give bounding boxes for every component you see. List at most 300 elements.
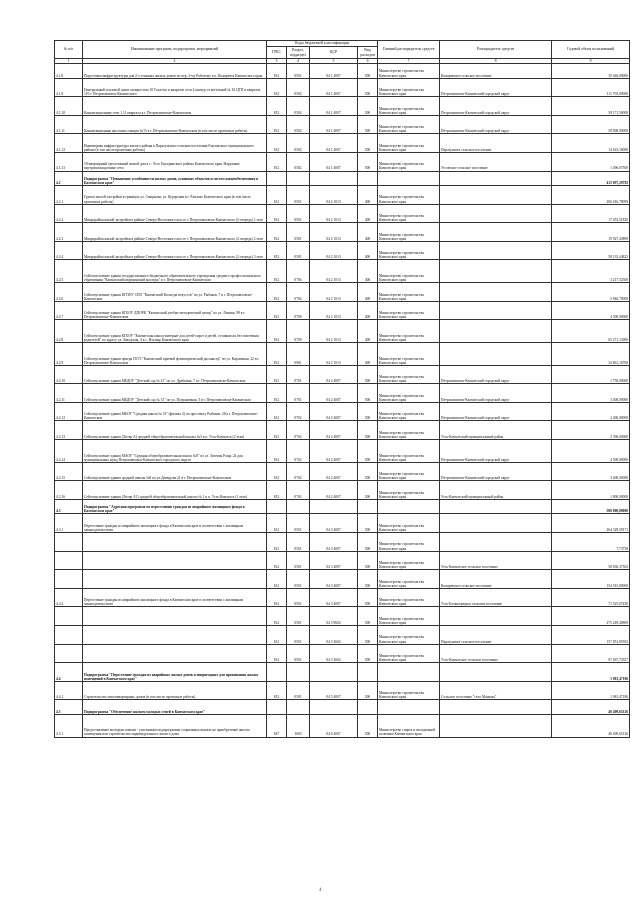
cell-csr: 04 2 4007 — [310, 440, 358, 463]
table-row — [55, 343, 630, 366]
cell-razdel: 0501 — [287, 186, 310, 205]
cell-num — [55, 570, 83, 589]
cell-grbs: 812 — [267, 421, 287, 440]
table-row — [55, 681, 630, 700]
cell-grbs: 812 — [267, 320, 287, 343]
cell-amount: 3 400,00000 — [552, 462, 630, 481]
table-row — [55, 481, 630, 500]
cell-num — [55, 607, 83, 626]
table-row — [55, 462, 630, 481]
cell-name: Сейсмоусиление здания МБДОУ "Детский сад № 31" по ул. Пограничная, 5 в г. Петропавловске-Камчатском — [83, 384, 267, 403]
cell-num: 4.4.1 — [55, 681, 83, 700]
cell-csr: 04 1 4007 — [310, 97, 358, 116]
cell-amount: 14 623,16000 — [552, 134, 630, 153]
cell-csr: 04 1 4007 — [310, 134, 358, 153]
cell-recipient: Министерство строительства Камчатского края — [378, 551, 440, 570]
cell-amount: 1 750,00000 — [552, 365, 630, 384]
cell-vr — [358, 499, 378, 514]
cell-grbs: 812 — [267, 481, 287, 500]
cell-grbs: 812 — [267, 440, 287, 463]
cell-user: Петропавловск-Камчатский городской округ — [440, 384, 552, 403]
cell-name: Сейсмоусиление здания центра ГБУЗ "Камчатский краевой фтизиатрический диспансер" по ул. Кирпичная, 22 в г. Петропавловске-Камчатском — [83, 343, 267, 366]
cell-grbs: 812 — [267, 134, 287, 153]
cell-csr: 04 2 1013 — [310, 343, 358, 366]
cell-amount: 4 500,00000 — [552, 440, 630, 463]
header-vr: Вид расходов — [358, 47, 378, 59]
cell-vr: 500 — [358, 64, 378, 79]
cell-razdel: 0704 — [287, 260, 310, 283]
cell-vr: 500 — [358, 97, 378, 116]
cell-user: Козыревское сельское поселение — [440, 570, 552, 589]
header-code-group: Коды бюджетной классификации — [267, 41, 378, 47]
cell-user — [440, 320, 552, 343]
cell-csr: 04 1 4007 — [310, 152, 358, 171]
cell-razdel: 0501 — [287, 551, 310, 570]
table-row — [55, 64, 630, 79]
cell-amount: 19 927,43899 — [552, 223, 630, 242]
cell-amount: 3 217,52500 — [552, 260, 630, 283]
cell-user: Усть-Камчатское сельское поселение — [440, 551, 552, 570]
cell-recipient: Министерство строительства Камчатского края — [378, 241, 440, 260]
cell-recipient: Министерство строительства Камчатского края — [378, 607, 440, 626]
cell-razdel: 0501 — [287, 241, 310, 260]
cell-amount: 58 636,37363 — [552, 551, 630, 570]
header-razdel: Раздел, подраздел — [287, 47, 310, 59]
cell-grbs: 812 — [267, 301, 287, 320]
cell-num: 4.2.14 — [55, 440, 83, 463]
cell-user: Эссовское сельское поселение — [440, 152, 552, 171]
cell-csr — [310, 171, 358, 186]
cell-razdel — [287, 499, 310, 514]
cell-csr: 04 3 3602 — [310, 644, 358, 663]
cell-recipient — [378, 663, 440, 682]
cell-vr — [358, 663, 378, 682]
table-row — [55, 223, 630, 242]
cell-csr: 04 3 4007 — [310, 533, 358, 552]
cell-user — [440, 241, 552, 260]
cell-num: 4.2.15 — [55, 462, 83, 481]
cell-csr: 04 2 4007 — [310, 402, 358, 421]
cell-user: Усть-Камчатский муниципальный район — [440, 421, 552, 440]
cell-num — [55, 551, 83, 570]
cell-grbs: 812 — [267, 514, 287, 533]
cell-num: 4.2.10 — [55, 365, 83, 384]
cell-vr: 500 — [358, 78, 378, 97]
cell-grbs: 812 — [267, 152, 287, 171]
cell-vr: 500 — [358, 626, 378, 645]
cell-recipient: Министерство строительства Камчатского края — [378, 588, 440, 607]
cell-grbs: 812 — [267, 570, 287, 589]
cell-user — [440, 514, 552, 533]
cell-recipient: Министерство строительства Камчатского края — [378, 223, 440, 242]
cell-name: Предоставление молодым семьям - участникам подпрограммы социальных выплат на приобретение жилого помещения или строительство индивидуального жилого дома — [83, 714, 267, 737]
cell-name — [83, 570, 267, 589]
cell-recipient — [378, 700, 440, 715]
cell-vr: 400 — [358, 204, 378, 223]
header-index: 4 — [287, 59, 310, 64]
cell-vr: 500 — [358, 115, 378, 134]
cell-name: Микрорайон жилой застройки в районе Северо-Восточного шоссе г. Петропавловска-Камчатского (2 очередь) 2 этап — [83, 223, 267, 242]
cell-csr: 04 2 1013 — [310, 260, 358, 283]
cell-name: Микрорайон жилой застройки в районе Северо-Восточного шоссе г. Петропавловска-Камчатского (2 очередь) 1 этап — [83, 204, 267, 223]
cell-razdel: 0701 — [287, 384, 310, 403]
cell-recipient: Министерство строительства Камчатского края — [378, 115, 440, 134]
cell-recipient: Министерство строительства Камчатского края — [378, 365, 440, 384]
cell-amount: 111 703,00000 — [552, 78, 630, 97]
table-row — [55, 115, 630, 134]
cell-name: Сейсмоусиление здания государственного бюджетного образовательного учреждения среднего профессионального образования "Камчатский медицинский колледж" в г. Петропавловске-Камчатском — [83, 260, 267, 283]
cell-amount: 71 525,07450 — [552, 588, 630, 607]
cell-razdel: 0502 — [287, 115, 310, 134]
cell-csr: 04 2 1013 — [310, 186, 358, 205]
header-name: Наименование программ, подпрограмм, мероприятий — [83, 41, 267, 59]
cell-user: Петропавловск-Камчатский городской округ — [440, 440, 552, 463]
cell-num: 4.3.1 — [55, 514, 83, 533]
cell-amount: 154 015,00000 — [552, 570, 630, 589]
cell-csr — [310, 700, 358, 715]
cell-amount: 34 861,16700 — [552, 343, 630, 366]
cell-recipient: Министерство строительства Камчатского края — [378, 402, 440, 421]
cell-recipient: Министерство строительства Камчатского края — [378, 384, 440, 403]
cell-recipient: Министерство строительства Камчатского края — [378, 462, 440, 481]
cell-user: Паратунское сельское поселение — [440, 134, 552, 153]
cell-name: Подпрограмма "Обеспечение жильем молодых семей в Камчатском крае" — [83, 700, 267, 715]
cell-num: 4.2.6 — [55, 283, 83, 302]
table-row — [55, 421, 630, 440]
budget-table — [54, 40, 630, 738]
cell-vr: 500 — [358, 134, 378, 153]
cell-name: Сейсмоусиление здания (Литер А) средней общеобразовательной школы №3 в п. Усть-Камчатск (2 этап) — [83, 421, 267, 440]
cell-num: 4.2 — [55, 171, 83, 186]
cell-amount: 580 000,00000 — [552, 499, 630, 514]
cell-recipient — [378, 171, 440, 186]
cell-razdel: 0501 — [287, 64, 310, 79]
cell-razdel: 0901 — [287, 343, 310, 366]
cell-user: Паратунское сельское поселение — [440, 626, 552, 645]
cell-csr: 04 3 3602 — [310, 626, 358, 645]
cell-num: 4.2.3 — [55, 223, 83, 242]
cell-amount: 3 400,00000 — [552, 384, 630, 403]
table-row — [55, 384, 630, 403]
cell-csr: 04 2 1013 — [310, 241, 358, 260]
table-row — [55, 260, 630, 283]
table-row — [55, 204, 630, 223]
cell-name: Сейсмоусиление здания МАОУ "Средняя общеобразовательная школа №8" по ул. Зеленая Роща, 24 для муниципальных нужд Петропавловск-Камчатского городского округа — [83, 440, 267, 463]
cell-user: Петропавловск-Камчатский городской округ — [440, 97, 552, 116]
cell-vr: 500 — [358, 551, 378, 570]
header-num: № п/п — [55, 41, 83, 59]
cell-user — [440, 533, 552, 552]
cell-user — [440, 343, 552, 366]
cell-name: Центральный тепловой пункт мощностью 10 Гкал/час в квартале сети 2 контур от котельной № 16 ЦТП в квартале 110 г. Петропавловск-Камчатского — [83, 78, 267, 97]
cell-grbs: 812 — [267, 462, 287, 481]
cell-name — [83, 607, 267, 626]
cell-vr: 500 — [358, 152, 378, 171]
cell-recipient: Министерство строительства Камчатского края — [378, 514, 440, 533]
cell-razdel: 0502 — [287, 78, 310, 97]
cell-grbs: 847 — [267, 714, 287, 737]
cell-grbs: 812 — [267, 588, 287, 607]
cell-amount: 206 016,78099 — [552, 186, 630, 205]
cell-name: Канализационные сети 1,11 квартала в г. Петропавловске-Камчатском — [83, 97, 267, 116]
header-amount: Годовой объем ассигнований — [552, 41, 630, 59]
cell-name: Сейсмоусиление здания МБДОУ "Детский сад № 21" по ул. Драбкина, 7 в г. Петропавловске-Камчатском — [83, 365, 267, 384]
cell-name: Сейсмоусиление здания КГПОУ СПО "Камчатский Колледж искусств" по ул. Рыбаков, 7 в г. Петропавловске-Камчатском — [83, 283, 267, 302]
cell-num: 4.1.9 — [55, 78, 83, 97]
cell-recipient: Министерство строительства Камчатского края — [378, 64, 440, 79]
cell-csr: 04 2 1013 — [310, 223, 358, 242]
cell-recipient: Министерство строительства Камчатского края — [378, 421, 440, 440]
cell-name: Микрорайон жилой застройки в районе Северо-Восточного шоссе г. Петропавловска-Камчатского (2 очередь) 3 этап — [83, 241, 267, 260]
cell-csr: 04 3 4007 — [310, 588, 358, 607]
cell-recipient: Министерство строительства Камчатского края — [378, 320, 440, 343]
table-row — [55, 97, 630, 116]
subprogram-row — [55, 700, 630, 715]
cell-amount: 65 271,13000 — [552, 320, 630, 343]
cell-grbs: 812 — [267, 186, 287, 205]
cell-grbs: 812 — [267, 681, 287, 700]
cell-grbs: 812 — [267, 644, 287, 663]
cell-razdel: 0701 — [287, 365, 310, 384]
cell-csr — [310, 499, 358, 514]
cell-recipient: Министерство строительства Камчатского края — [378, 78, 440, 97]
cell-csr: 04 2 4007 — [310, 384, 358, 403]
cell-num — [55, 533, 83, 552]
cell-num: 4.3.2 — [55, 588, 83, 607]
cell-recipient: Министерство строительства Камчатского края — [378, 204, 440, 223]
cell-recipient: Министерство строительства Камчатского края — [378, 570, 440, 589]
cell-num: 4.2.13 — [55, 421, 83, 440]
cell-csr: 04 5 4007 — [310, 681, 358, 700]
cell-recipient: Министерство строительства Камчатского края — [378, 440, 440, 463]
cell-vr: 500 — [358, 681, 378, 700]
table-row — [55, 365, 630, 384]
header-user: Распорядитель средств — [440, 41, 552, 59]
cell-name: Сейсмоусиление здания КГБОУ "Камчатская школа-интернат для детей-сирот и детей, оставшихся без попечения родителей" по адресу ул. Заводская, 4 в с. Ильпыр Камчатского края — [83, 320, 267, 343]
cell-amount: 2 396,00000 — [552, 421, 630, 440]
cell-grbs: 812 — [267, 402, 287, 421]
cell-name: Группа жилой застройки в границах ул. Смирнова, ул. Курортная в г. Елизово Камчатского края (в том числе проектные работы) — [83, 186, 267, 205]
cell-name: Подготовка инфраструктуры для 2-х этажных жилых домов по пер. 3-му Рабочему в п. Козыревск Камчатского края — [83, 64, 267, 79]
cell-grbs — [267, 700, 287, 715]
cell-user: Петропавловск-Камчатский городской округ — [440, 365, 552, 384]
cell-csr: 04 3 4007 — [310, 570, 358, 589]
cell-name: Подпрограмма "Повышение устойчивости жилых домов, основных объектов и систем жизнеобеспечения в Камчатском крае" — [83, 171, 267, 186]
cell-num: 4.1.8 — [55, 64, 83, 79]
cell-amount: 1 081,47186 — [552, 681, 630, 700]
cell-grbs: 812 — [267, 607, 287, 626]
cell-vr: 500 — [358, 607, 378, 626]
cell-csr: 04 2 1013 — [310, 204, 358, 223]
cell-recipient: Министерство строительства Камчатского края — [378, 260, 440, 283]
cell-recipient: Министерство строительства Камчатского края — [378, 533, 440, 552]
cell-vr: 500 — [358, 533, 378, 552]
cell-razdel: 0702 — [287, 481, 310, 500]
cell-grbs — [267, 663, 287, 682]
cell-vr: 400 — [358, 223, 378, 242]
cell-vr — [358, 700, 378, 715]
cell-razdel: 0702 — [287, 440, 310, 463]
cell-vr: 500 — [358, 588, 378, 607]
cell-amount: 1 081,47186 — [552, 663, 630, 682]
cell-razdel: 0709 — [287, 320, 310, 343]
header-recipient: Главный распорядитель средств — [378, 41, 440, 59]
cell-razdel — [287, 171, 310, 186]
cell-num: 4.2.2 — [55, 204, 83, 223]
cell-amount: 275 249,40809 — [552, 607, 630, 626]
cell-amount: 97 467,73557 — [552, 644, 630, 663]
cell-user — [440, 260, 552, 283]
cell-grbs: 812 — [267, 384, 287, 403]
cell-csr: 04 3 9602 — [310, 607, 358, 626]
cell-num: 4.4 — [55, 663, 83, 682]
cell-user — [440, 301, 552, 320]
table-row — [55, 626, 630, 645]
cell-amount: 157 851,85592 — [552, 626, 630, 645]
table-row — [55, 588, 630, 607]
cell-grbs: 812 — [267, 223, 287, 242]
page-marker: 4 — [319, 888, 322, 893]
cell-recipient: Министерство строительства Камчатского края — [378, 283, 440, 302]
header-index: 5 — [310, 59, 358, 64]
cell-amount: 7,73758 — [552, 533, 630, 552]
cell-vr: 400 — [358, 301, 378, 320]
cell-num: 4.2.8 — [55, 320, 83, 343]
cell-num: 4.2.9 — [55, 343, 83, 366]
cell-csr: 04 3 4007 — [310, 551, 358, 570]
cell-recipient — [378, 499, 440, 514]
cell-recipient: Министерство строительства Камчатского края — [378, 681, 440, 700]
table-row — [55, 134, 630, 153]
cell-csr: 04 2 4007 — [310, 421, 358, 440]
cell-num: 4.2.4 — [55, 241, 83, 260]
cell-name: Строительство многоквартирных домов (в том числе проектные работы) — [83, 681, 267, 700]
cell-user: Петропавловск-Камчатский городской округ — [440, 115, 552, 134]
cell-recipient: Министерство строительства Камчатского края — [378, 301, 440, 320]
cell-razdel: 0501 — [287, 223, 310, 242]
cell-grbs: 812 — [267, 365, 287, 384]
cell-user: Петропавловск-Камчатский городской округ — [440, 78, 552, 97]
cell-razdel: 0501 — [287, 514, 310, 533]
cell-vr: 400 — [358, 343, 378, 366]
table-row — [55, 78, 630, 97]
header-index: 8 — [440, 59, 552, 64]
cell-num: 4.1.13 — [55, 152, 83, 171]
cell-grbs: 812 — [267, 551, 287, 570]
cell-vr: 500 — [358, 481, 378, 500]
cell-razdel: 0501 — [287, 204, 310, 223]
cell-user: Усть-Камчатское сельское поселение — [440, 644, 552, 663]
cell-name: Канализационная насосная станция №15 в г. Петропавловске-Камчатском (в том числе проектные работы) — [83, 115, 267, 134]
cell-amount: 1 496,67500 — [552, 152, 630, 171]
cell-user — [440, 499, 552, 514]
header-index: 2 — [83, 59, 267, 64]
cell-vr: 400 — [358, 186, 378, 205]
cell-grbs: 812 — [267, 78, 287, 97]
cell-name — [83, 644, 267, 663]
cell-razdel: 0501 — [287, 626, 310, 645]
cell-vr: 500 — [358, 384, 378, 403]
cell-razdel: 0702 — [287, 462, 310, 481]
cell-num: 4.3 — [55, 499, 83, 514]
cell-csr: 04 6 4007 — [310, 714, 358, 737]
table-row — [55, 551, 630, 570]
table-row — [55, 570, 630, 589]
cell-num: 4.1.12 — [55, 134, 83, 153]
cell-grbs — [267, 499, 287, 514]
cell-recipient: Министерство строительства Камчатского края — [378, 97, 440, 116]
cell-name: Переселение граждан из аварийного жилищного фонда в Камчатском крае в соответствии с жилищным законодательством — [83, 514, 267, 533]
cell-num: 4.2.1 — [55, 186, 83, 205]
table-row — [55, 533, 630, 552]
header-csr: ЦСР — [310, 47, 358, 59]
cell-amount: 59 000,00000 — [552, 115, 630, 134]
cell-name: 18-квартирный трехэтажный жилой дом в с. Эссо Быстринского района Камчатского края. Наружные внутриплощадочные сети — [83, 152, 267, 171]
cell-num — [55, 644, 83, 663]
cell-csr: 04 1 4007 — [310, 115, 358, 134]
cell-amount: 4 500,00000 — [552, 301, 630, 320]
cell-recipient: Министерство строительства Камчатского края — [378, 186, 440, 205]
cell-csr: 04 2 4007 — [310, 481, 358, 500]
cell-user — [440, 663, 552, 682]
cell-user: Сельское поселение "село Манилы" — [440, 681, 552, 700]
cell-user — [440, 714, 552, 737]
cell-amount: 1 800,00000 — [552, 481, 630, 500]
cell-num: 4.1.10 — [55, 97, 83, 116]
cell-name — [83, 533, 267, 552]
table-row — [55, 241, 630, 260]
cell-vr: 400 — [358, 241, 378, 260]
cell-user — [440, 283, 552, 302]
cell-vr: 500 — [358, 421, 378, 440]
cell-num: 4.5.1 — [55, 714, 83, 737]
cell-amount: 17 453,51820 — [552, 204, 630, 223]
cell-grbs — [267, 171, 287, 186]
cell-grbs: 812 — [267, 115, 287, 134]
cell-grbs: 812 — [267, 64, 287, 79]
cell-user: Усть-Камчатский муниципальный район — [440, 481, 552, 500]
cell-razdel: 0702 — [287, 402, 310, 421]
cell-amount: 415 097,29792 — [552, 171, 630, 186]
cell-vr: 500 — [358, 514, 378, 533]
cell-name: Сейсмоусиление здания МБОУ "Средняя школа № 33" (филиал 2) по проспекту Рыбаков, 28 в г. Петропавловске-Камчатском — [83, 402, 267, 421]
cell-razdel: 0704 — [287, 283, 310, 302]
table-row — [55, 714, 630, 737]
cell-name: Сейсмоусиление здания (Литер А1) средней общеобразовательной школы № 1 в п. Усть-Камчатск (1 этап) — [83, 481, 267, 500]
cell-user — [440, 700, 552, 715]
header-index: 6 — [358, 59, 378, 64]
cell-num: 4.2.16 — [55, 481, 83, 500]
cell-amount: 5 846,70000 — [552, 283, 630, 302]
cell-vr: 500 — [358, 440, 378, 463]
cell-vr: 500 — [358, 644, 378, 663]
cell-csr: 04 1 4007 — [310, 78, 358, 97]
cell-razdel — [287, 663, 310, 682]
cell-csr: 04 2 1013 — [310, 320, 358, 343]
cell-razdel: 1003 — [287, 714, 310, 737]
cell-vr: 500 — [358, 462, 378, 481]
cell-user: Петропавловск-Камчатский городской округ — [440, 462, 552, 481]
cell-razdel: 0501 — [287, 681, 310, 700]
subprogram-row — [55, 171, 630, 186]
cell-vr: 400 — [358, 320, 378, 343]
cell-amount: 58 135,44825 — [552, 241, 630, 260]
table-row — [55, 152, 630, 171]
cell-recipient: Министерство строительства Камчатского края — [378, 481, 440, 500]
cell-grbs: 812 — [267, 260, 287, 283]
cell-vr: 500 — [358, 402, 378, 421]
cell-amount: 39 171,50000 — [552, 97, 630, 116]
